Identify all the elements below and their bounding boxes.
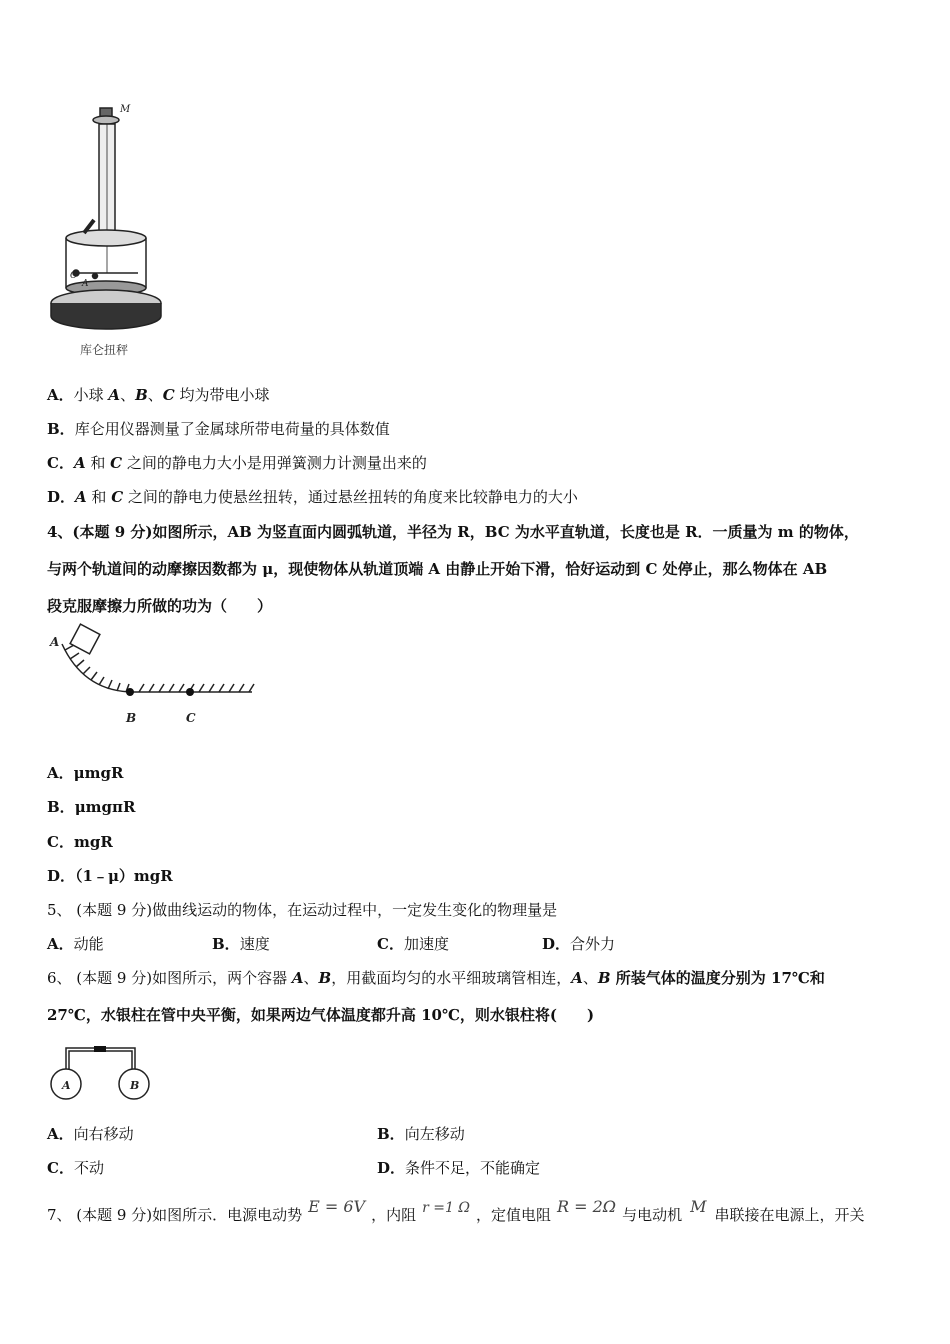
q6-option-c: C．不动	[47, 1159, 104, 1177]
containers-figure	[44, 1040, 154, 1105]
q5-option-c: C．加速度	[377, 935, 449, 953]
q4-option-a: A．μmgR	[47, 764, 124, 782]
label-A: A	[50, 635, 60, 649]
q5-option-d: D．合外力	[542, 935, 616, 953]
q4-option-d: D．（1﹣μ）mgR	[47, 867, 173, 885]
torsion-balance-figure	[40, 98, 170, 363]
resistor-formula: R = 2Ω	[556, 1197, 617, 1216]
motor-symbol: M	[690, 1197, 707, 1216]
emf-formula: E = 6V	[308, 1197, 366, 1216]
q5-option-b: B．速度	[212, 935, 270, 953]
q6-stem-line2: 27℃，水银柱在管中央平衡，如果两边气体温度都升高 10℃，则水银柱将( )	[47, 1006, 595, 1024]
label-M: M	[120, 104, 131, 115]
label-B: B	[130, 1079, 140, 1092]
q6-option-a: A．向右移动	[47, 1125, 134, 1143]
q4-stem-line1: 4、(本题 9 分)如图所示，AB 为竖直面内圆弧轨道，半径为 R，BC 为水平直轨道，长度也是 R．一质量为 m 的物体，	[47, 523, 859, 541]
label-C: C	[70, 271, 77, 281]
q4-option-b: B．μmgπR	[47, 798, 136, 816]
label-A: A	[82, 279, 89, 289]
q6-stem-line1: 6、 (本题 9 分)如图所示，两个容器 A、B，用截面均匀的水平细玻璃管相连，A、B 所装气体的温度分别为 17℃和	[47, 969, 825, 987]
q6-option-d: D．条件不足，不能确定	[377, 1159, 541, 1177]
q3-option-d: D．A 和 C 之间的静电力使悬丝扭转，通过悬丝扭转的角度来比较静电力的大小	[47, 488, 578, 506]
label-A: A	[62, 1079, 71, 1092]
internal-resistance-formula: r =1 Ω	[422, 1200, 470, 1216]
q6-option-b: B．向左移动	[377, 1125, 465, 1143]
q5-option-a: A．动能	[47, 935, 104, 953]
q4-stem-line2: 与两个轨道间的动摩擦因数都为 μ，现使物体从轨道顶端 A 由静止开始下滑，恰好运动到 C 处停止，那么物体在 AB	[47, 560, 828, 578]
label-B: B	[126, 711, 137, 725]
track-figure	[44, 622, 259, 732]
label-C: C	[186, 711, 196, 725]
q7-stem-line1: 7、 (本题 9 分)如图所示．电源电动势 E = 6V ，内阻 r =1 Ω ，定值电阻 R = 2Ω 与电动机 M 串联接在电源上，开关	[47, 1197, 865, 1224]
q3-option-a: A．小球 A、B、C 均为带电小球	[47, 386, 270, 404]
q3-option-c: C．A 和 C 之间的静电力大小是用弹簧测力计测量出来的	[47, 454, 427, 472]
q4-option-c: C．mgR	[47, 833, 113, 851]
figure-caption: 库仑扭秤	[80, 343, 129, 357]
q4-stem-line3: 段克服摩擦力所做的功为（ ）	[47, 597, 273, 615]
q3-option-b: B．库仑用仪器测量了金属球所带电荷量的具体数值	[47, 420, 390, 438]
q5-stem: 5、 (本题 9 分)做曲线运动的物体，在运动过程中，一定发生变化的物理量是	[47, 901, 558, 919]
